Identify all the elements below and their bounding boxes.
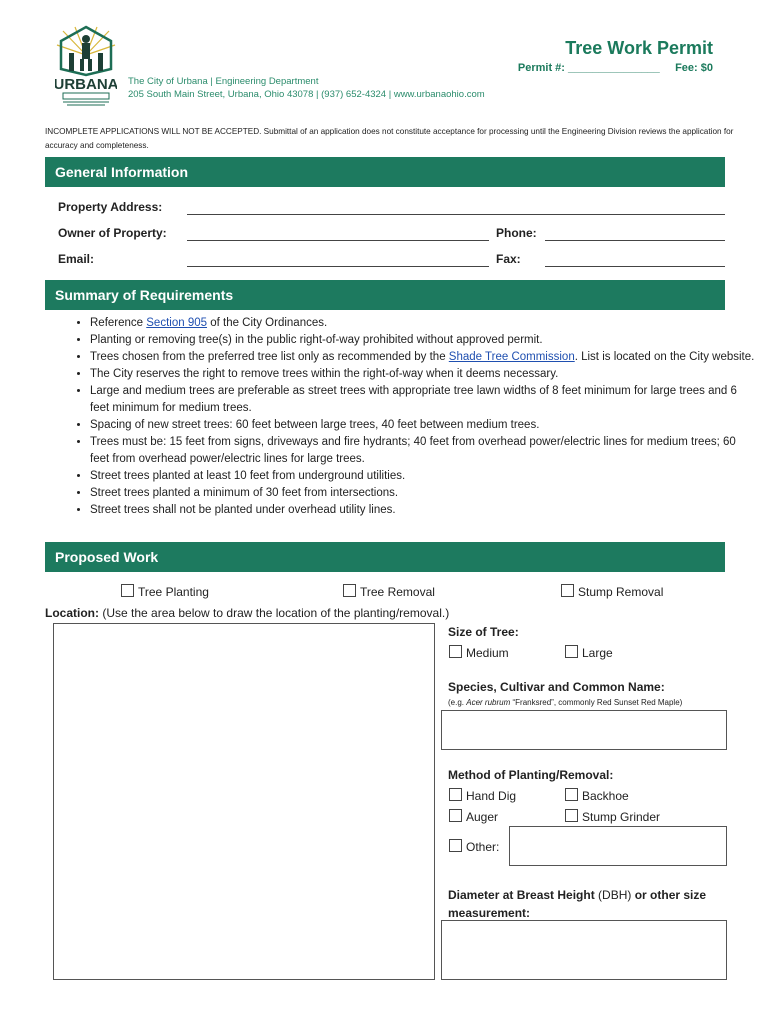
large-checkbox[interactable] (565, 645, 578, 658)
incomplete-notice: INCOMPLETE APPLICATIONS WILL NOT BE ACCEPTED. Submittal of an application does not constitute acceptance for processing until the Engineering Division reviews the application for accuracy and completeness. (45, 127, 734, 150)
other-method-field[interactable] (509, 826, 727, 866)
phone-label: Phone: (496, 226, 537, 240)
owner-label: Owner of Property: (58, 226, 167, 240)
list-item: • Trees must be: 15 feet from signs, driveways and fire hydrants; 40 feet from overhead power/electric lines for medium trees; 60 feet from overhead power/electric lines for large trees. (90, 434, 755, 468)
tree-removal-label: Tree Removal (360, 585, 435, 599)
email-field[interactable] (187, 266, 489, 267)
property-address-field[interactable] (187, 214, 725, 215)
other-checkbox[interactable] (449, 839, 462, 852)
size-large-option[interactable] (565, 645, 613, 660)
shade-tree-commission-link[interactable]: Shade Tree Commission (448, 351, 575, 363)
tree-planting-checkbox[interactable] (121, 584, 134, 597)
backhoe-checkbox[interactable] (565, 788, 578, 801)
species-field[interactable] (441, 710, 727, 750)
permit-fee-line (518, 62, 713, 74)
dbh-label: Diameter at Breast Height (DBH) or other size measurement: (448, 888, 707, 920)
fee-label: Fee: $0 (675, 62, 713, 74)
city-logo (55, 25, 117, 107)
tree-removal-checkbox[interactable] (343, 584, 356, 597)
stump-grinder-checkbox[interactable] (565, 809, 578, 822)
backhoe-label: Backhoe (582, 789, 629, 803)
location-instruction (45, 606, 449, 620)
owner-field[interactable] (187, 240, 489, 241)
list-item: • Trees chosen from the preferred tree list only as recommended by the Shade Tree Commission. List is located on the City website. (90, 349, 755, 366)
tree-planting-label: Tree Planting (138, 585, 209, 599)
stump-grinder-label: Stump Grinder (582, 810, 661, 824)
hand-dig-label: Hand Dig (466, 789, 517, 803)
department-info (128, 75, 485, 101)
list-item: • Spacing of new street trees: 60 feet between large trees, 40 feet between medium trees. (90, 417, 755, 434)
stump-removal-option[interactable] (561, 584, 663, 599)
location-drawing-area[interactable] (53, 623, 435, 980)
general-info-heading: General Information (45, 157, 725, 187)
other-label: Other: (466, 840, 500, 854)
list-item: • Street trees planted a minimum of 30 feet from intersections. (90, 485, 755, 502)
summary-heading: Summary of Requirements (45, 280, 725, 310)
list-item: • Street trees shall not be planted under overhead utility lines. (90, 502, 755, 519)
stump-grinder-option[interactable] (565, 809, 660, 824)
tree-removal-option[interactable] (343, 584, 435, 599)
hand-dig-option[interactable] (449, 788, 516, 803)
list-item: • Reference Section 905 of the City Ordinances. (90, 315, 755, 332)
dept-line-1: The City of Urbana | Engineering Department (128, 76, 319, 87)
tree-planting-option[interactable] (121, 584, 209, 599)
backhoe-option[interactable] (565, 788, 629, 803)
fax-field[interactable] (545, 266, 725, 267)
dept-address-line: 205 South Main Street, Urbana, Ohio 43078 | (937) 652-4324 | www.urbanaohio.com (128, 89, 485, 100)
form-title: Tree Work Permit (565, 38, 713, 58)
size-medium-option[interactable] (449, 645, 509, 660)
size-of-tree-label: Size of Tree: (448, 625, 519, 639)
list-item: • Street trees planted at least 10 feet from underground utilities. (90, 468, 755, 485)
location-label: Location: (45, 606, 99, 620)
permit-number-blank[interactable]: _______________ (568, 62, 660, 74)
hand-dig-checkbox[interactable] (449, 788, 462, 801)
permit-label: Permit #: (517, 62, 565, 74)
auger-option[interactable] (449, 809, 498, 824)
large-label: Large (582, 646, 613, 660)
phone-field[interactable] (545, 240, 725, 241)
auger-label: Auger (466, 810, 499, 824)
logo-wordmark: URBANA (55, 76, 117, 93)
property-address-label: Property Address: (58, 200, 163, 214)
list-item: • Planting or removing tree(s) in the public right-of-way prohibited without approved permit. (90, 332, 755, 349)
stump-removal-label: Stump Removal (578, 585, 664, 599)
list-item: • Large and medium trees are preferable as street trees with appropriate tree lawn widths of 8 feet minimum for large trees and 6 feet minimum for medium trees. (90, 383, 755, 417)
stump-removal-checkbox[interactable] (561, 584, 574, 597)
other-option[interactable] (449, 839, 499, 854)
location-hint: (Use the area below to draw the location of the planting/removal.) (99, 606, 450, 620)
method-label: Method of Planting/Removal: (448, 768, 614, 782)
species-example: (e.g. Acer rubrum “Franksred”, commonly Red Sunset Red Maple) (448, 698, 683, 707)
proposed-work-heading: Proposed Work (45, 542, 725, 572)
fax-label: Fax: (496, 252, 521, 266)
medium-checkbox[interactable] (449, 645, 462, 658)
dbh-field[interactable] (441, 920, 727, 980)
email-label: Email: (58, 252, 95, 266)
medium-label: Medium (466, 646, 509, 660)
requirements-list (60, 315, 755, 519)
auger-checkbox[interactable] (449, 809, 462, 822)
section-905-link[interactable]: Section 905 (146, 317, 208, 329)
list-item: • The City reserves the right to remove trees within the right-of-way when it deems necessary. (90, 366, 755, 383)
species-label: Species, Cultivar and Common Name: (448, 680, 665, 694)
